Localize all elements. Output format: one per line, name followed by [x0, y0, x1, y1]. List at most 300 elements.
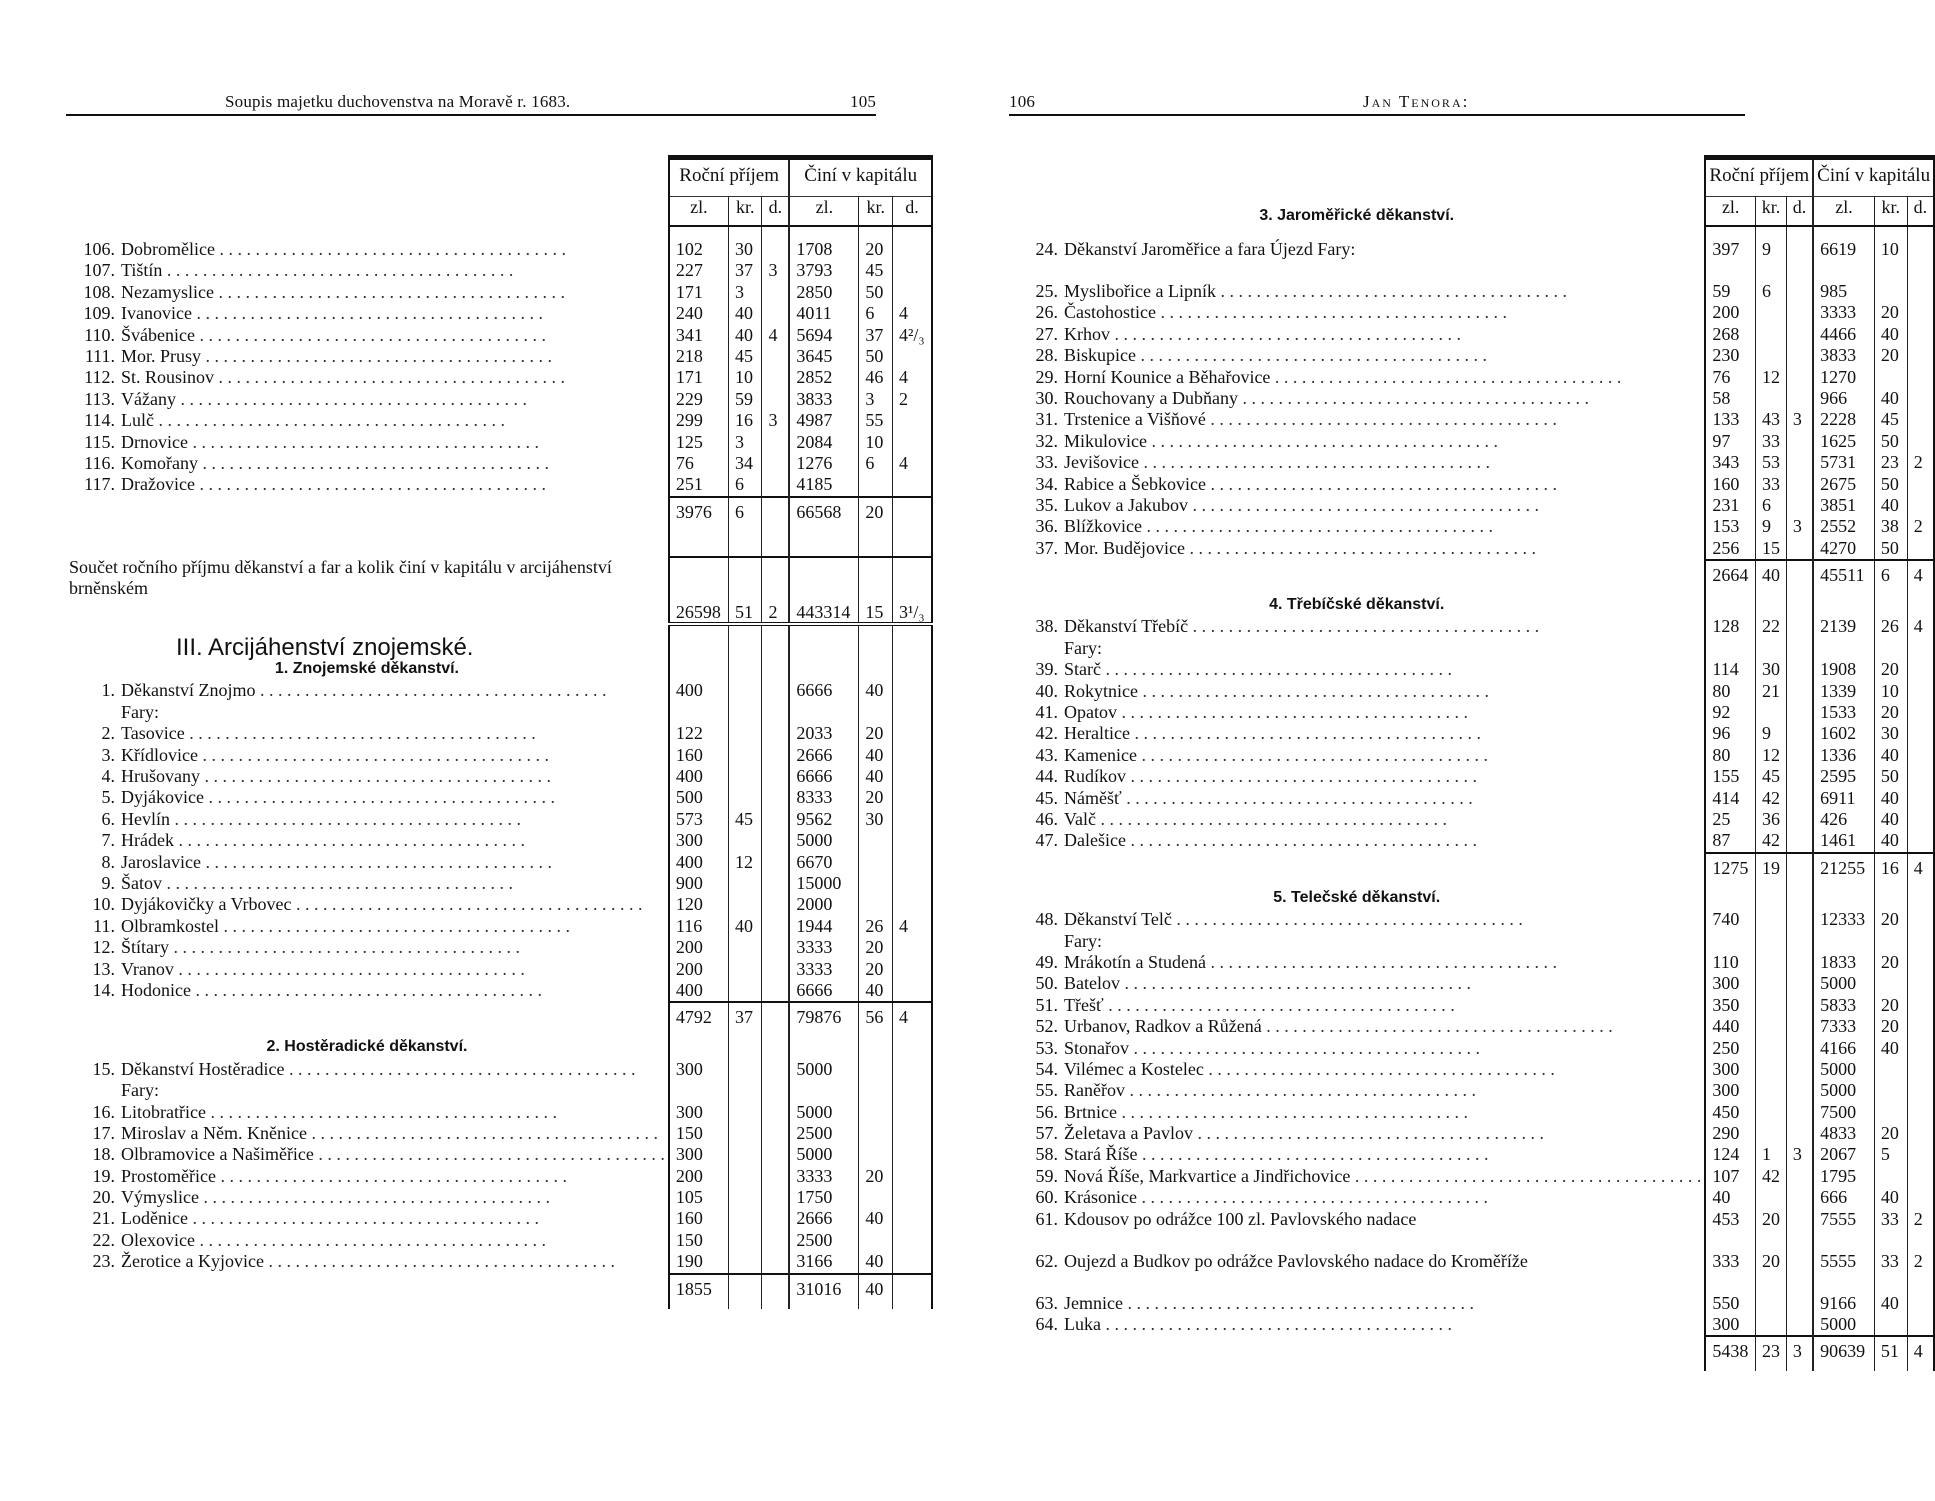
- row-number: 34.: [1035, 473, 1058, 494]
- parish-name: Žerotice a Kyjovice . . .: [121, 1251, 615, 1271]
- income-kr: [1755, 595, 1786, 616]
- parish-name: Blížkovice . . .: [1064, 516, 1493, 536]
- income-zl: 40: [1705, 1187, 1755, 1208]
- capital-zl: [1813, 595, 1874, 616]
- capital-zl: 5694: [789, 325, 859, 346]
- parish-name: Urbanov, Radkov a Růžená . . .: [1064, 1016, 1613, 1036]
- income-zl: 160: [669, 745, 729, 766]
- row-number: 25.: [1035, 281, 1058, 301]
- section-title-label: [66, 659, 669, 680]
- total-label: [1009, 560, 1705, 595]
- fary: [1009, 638, 1934, 659]
- row-number: 110.: [84, 324, 115, 345]
- label-text: Fary:: [1064, 637, 1102, 658]
- capital-d: [893, 544, 932, 557]
- capital-zl: [789, 226, 859, 239]
- capital-zl: 5000: [1813, 1080, 1874, 1101]
- fary-label: [1009, 931, 1705, 952]
- capital-zl: [789, 1080, 859, 1101]
- row-label: [1009, 788, 1705, 809]
- header-capital: Činí v kapitálu: [789, 158, 932, 197]
- row-number: 56.: [1035, 1101, 1058, 1122]
- capital-kr: 20: [859, 787, 893, 808]
- income-kr: 19: [1755, 853, 1786, 888]
- income-zl: 26598: [669, 557, 729, 624]
- income-kr: [1755, 973, 1786, 994]
- ledger-table-left: [66, 155, 933, 1309]
- income-kr: 33: [1755, 474, 1786, 495]
- unit-income-d: d.: [762, 197, 789, 227]
- income-kr: [1755, 345, 1786, 366]
- capital-zl: 1708: [789, 239, 859, 260]
- row-number: 55.: [1035, 1080, 1058, 1101]
- income-zl: 230: [1705, 345, 1755, 366]
- row-label: [1009, 474, 1705, 495]
- table-row: [1009, 345, 1934, 366]
- income-zl: 128: [1705, 616, 1755, 637]
- row-number: 40.: [1035, 680, 1058, 701]
- row-number: 7.: [101, 830, 115, 851]
- income-d: [1786, 302, 1813, 323]
- row-label: [66, 432, 669, 453]
- capital-zl: 15000: [789, 873, 859, 894]
- capital-kr: 50: [859, 346, 893, 367]
- parish-name: Horní Kounice a Běhařovice . . .: [1064, 367, 1621, 387]
- table-row: [1009, 1038, 1934, 1059]
- parish-name: Valč . . .: [1064, 809, 1447, 829]
- capital-d: [893, 1230, 932, 1251]
- income-d: [1786, 1251, 1813, 1293]
- capital-d: [1907, 638, 1934, 659]
- income-d: [762, 680, 789, 701]
- income-kr: [1755, 952, 1786, 973]
- row-label: [1009, 616, 1705, 637]
- capital-d: [1907, 1038, 1934, 1059]
- income-zl: 229: [669, 389, 729, 410]
- capital-zl: [1813, 638, 1874, 659]
- capital-zl: [1813, 931, 1874, 952]
- income-kr: 36: [1755, 809, 1786, 830]
- income-zl: 153: [1705, 516, 1755, 537]
- capital-d: [1907, 830, 1934, 852]
- row-label: [1009, 1038, 1705, 1059]
- row-label: [66, 1251, 669, 1273]
- income-kr: [728, 980, 762, 1002]
- capital-kr: 33: [1874, 1251, 1907, 1293]
- capital-zl: 1833: [1813, 952, 1874, 973]
- capital-d: [1907, 809, 1934, 830]
- income-zl: 400: [669, 766, 729, 787]
- row-label: [1009, 495, 1705, 516]
- table-row: [66, 766, 932, 787]
- parish-name: Oujezd a Budkov po odrážce Pavlovského nadace do Kroměříže: [1064, 1250, 1528, 1271]
- capital-kr: 20: [1874, 909, 1907, 930]
- row-number: 45.: [1035, 787, 1058, 808]
- income-d: [1786, 495, 1813, 516]
- capital-zl: 6911: [1813, 788, 1874, 809]
- row-label: [1009, 516, 1705, 537]
- income-d: [1786, 345, 1813, 366]
- income-d: [762, 346, 789, 367]
- capital-kr: [859, 894, 893, 915]
- income-kr: [1755, 1102, 1786, 1123]
- capital-d: 4: [893, 453, 932, 474]
- table-row: [1009, 616, 1934, 637]
- capital-zl: 45511: [1813, 560, 1874, 595]
- capital-zl: 5000: [789, 1059, 859, 1080]
- total-label: [66, 1274, 669, 1309]
- capital-d: [1907, 345, 1934, 366]
- income-kr: [728, 959, 762, 980]
- parish-name: Hrušovany . . .: [121, 766, 551, 786]
- capital-d: [1907, 1314, 1934, 1336]
- capital-d: [893, 1080, 932, 1101]
- row-label: [1009, 1144, 1705, 1165]
- income-d: [1786, 388, 1813, 409]
- capital-kr: 6: [859, 303, 893, 324]
- capital-kr: [859, 1080, 893, 1101]
- capital-zl: 9562: [789, 809, 859, 830]
- capital-zl: 1908: [1813, 659, 1874, 680]
- spacer-row: [66, 226, 932, 239]
- parish-name: Kamenice . . .: [1064, 745, 1488, 765]
- table-row: [66, 389, 932, 410]
- capital-d: 4: [1907, 853, 1934, 888]
- income-zl: 97: [1705, 431, 1755, 452]
- income-d: [762, 959, 789, 980]
- income-kr: [1755, 931, 1786, 952]
- archdeaconry-title-label: [66, 633, 669, 661]
- table-row: [1009, 995, 1934, 1016]
- income-zl: 550: [1705, 1293, 1755, 1314]
- fary-label: [66, 1080, 669, 1101]
- table-row: [1009, 516, 1934, 537]
- parish-name: Dyjákovičky a Vrbovec . . .: [121, 894, 643, 914]
- parish-name: Myslibořice a Lipník . . .: [1064, 281, 1567, 301]
- capital-kr: 50: [1874, 474, 1907, 495]
- income-kr: 1: [1755, 1144, 1786, 1165]
- row-number: 13.: [92, 958, 115, 979]
- capital-zl: 9166: [1813, 1293, 1874, 1314]
- row-number: 111.: [84, 345, 115, 366]
- table-row: [1009, 723, 1934, 744]
- row-number: 114.: [84, 410, 115, 431]
- capital-zl: 2666: [789, 745, 859, 766]
- income-d: [762, 766, 789, 787]
- parish-name: Opatov . . .: [1064, 702, 1468, 722]
- spacer-row: [66, 544, 932, 557]
- income-zl: 400: [669, 680, 729, 701]
- capital-zl: 2067: [1813, 1144, 1874, 1165]
- capital-zl: 5000: [1813, 1059, 1874, 1080]
- row-label: [1009, 995, 1705, 1016]
- table-row: [1009, 1293, 1934, 1314]
- label-text: III. Arcijáhenství znojemské.: [176, 633, 474, 661]
- row-number: 57.: [1035, 1123, 1058, 1144]
- income-kr: 30: [1755, 659, 1786, 680]
- table-row: [1009, 659, 1934, 680]
- row-label: [1009, 1187, 1705, 1208]
- income-kr: [1755, 1123, 1786, 1144]
- total-row: [1009, 560, 1934, 595]
- income-zl: 341: [669, 325, 729, 346]
- income-d: [762, 497, 789, 532]
- income-d: [762, 1208, 789, 1229]
- capital-d: [1907, 1080, 1934, 1101]
- capital-zl: 8333: [789, 787, 859, 808]
- capital-d: [1907, 745, 1934, 766]
- parish-name: Dobromělice . . .: [121, 239, 566, 259]
- capital-kr: 38: [1874, 516, 1907, 537]
- ledger-table-right: [1009, 155, 1935, 1371]
- parish-name: Raněřov . . .: [1064, 1080, 1476, 1100]
- income-kr: [728, 745, 762, 766]
- capital-zl: 3833: [1813, 345, 1874, 366]
- capital-zl: [789, 659, 859, 680]
- table-row: [66, 723, 932, 744]
- income-d: [1786, 830, 1813, 852]
- row-label: [66, 1144, 669, 1165]
- row-number: 9.: [101, 872, 115, 893]
- capital-d: 2: [1907, 1251, 1934, 1293]
- capital-d: [893, 1187, 932, 1208]
- row-number: 62.: [1035, 1250, 1058, 1271]
- parish-name: Tasovice . . .: [121, 723, 536, 743]
- capital-zl: 3833: [789, 389, 859, 410]
- income-kr: 53: [1755, 452, 1786, 473]
- capital-d: [1907, 538, 1934, 560]
- row-label: [66, 1208, 669, 1229]
- income-kr: [728, 1230, 762, 1251]
- income-kr: [1755, 702, 1786, 723]
- row-label: [1009, 766, 1705, 787]
- row-number: 60.: [1035, 1187, 1058, 1208]
- income-kr: 6: [1755, 281, 1786, 302]
- row-label: [1009, 538, 1705, 560]
- capital-zl: 3645: [789, 346, 859, 367]
- grand-total-row: [66, 557, 932, 624]
- income-kr: [728, 702, 762, 723]
- capital-zl: 5000: [789, 1144, 859, 1165]
- capital-zl: 1276: [789, 453, 859, 474]
- row-label: [66, 325, 669, 346]
- capital-zl: 5000: [789, 1102, 859, 1123]
- income-zl: 116: [669, 916, 729, 937]
- row-number: 35.: [1035, 494, 1058, 515]
- parish-name: Kdousov po odrážce 100 zl. Pavlovského nadace: [1064, 1208, 1417, 1229]
- income-zl: 299: [669, 410, 729, 431]
- capital-d: 2: [893, 389, 932, 410]
- capital-kr: 10: [859, 432, 893, 453]
- row-label: [1009, 1251, 1705, 1293]
- income-kr: 42: [1755, 788, 1786, 809]
- capital-d: [893, 1274, 932, 1309]
- label-text: Fary:: [121, 1080, 159, 1101]
- capital-kr: 40: [1874, 788, 1907, 809]
- parish-name: Brtnice . . .: [1064, 1102, 1468, 1122]
- spacer-row: [66, 532, 932, 544]
- parish-name: Rokytnice . . .: [1064, 681, 1489, 701]
- capital-kr: 15: [859, 557, 893, 624]
- income-d: [1786, 638, 1813, 659]
- row-label: [66, 852, 669, 873]
- table-row: [66, 959, 932, 980]
- capital-d: [893, 1059, 932, 1080]
- capital-d: [1907, 281, 1934, 302]
- income-kr: [728, 544, 762, 557]
- capital-kr: 40: [1874, 388, 1907, 409]
- total-row: [1009, 1336, 1934, 1371]
- income-kr: [1755, 638, 1786, 659]
- parish-name: Luka . . .: [1064, 1314, 1452, 1334]
- row-number: 46.: [1035, 808, 1058, 829]
- section-title: 3. Jaroměřické děkanství.: [1259, 207, 1455, 224]
- capital-kr: [859, 1102, 893, 1123]
- parish-name: Drnovice . . .: [121, 432, 539, 452]
- income-zl: 300: [1705, 1314, 1755, 1336]
- income-d: 3: [1786, 1144, 1813, 1165]
- section-title: [1009, 888, 1934, 909]
- income-zl: 350: [1705, 995, 1755, 1016]
- table-row: [1009, 538, 1934, 560]
- capital-d: [893, 1037, 932, 1058]
- capital-d: [1907, 367, 1934, 388]
- table-row: [66, 937, 932, 958]
- table-row: [1009, 367, 1934, 388]
- fary: [1009, 931, 1934, 952]
- row-label: [1009, 367, 1705, 388]
- income-d: [762, 659, 789, 680]
- capital-d: [1907, 302, 1934, 323]
- parish-name: Olbramkostel . . .: [121, 916, 570, 936]
- capital-d: [1907, 1293, 1934, 1314]
- capital-kr: [1874, 638, 1907, 659]
- unit-capital-d: d.: [1907, 197, 1934, 227]
- income-kr: 42: [1755, 830, 1786, 852]
- income-d: [762, 624, 789, 638]
- income-kr: [1755, 226, 1786, 239]
- income-kr: [728, 1102, 762, 1123]
- capital-zl: 666: [1813, 1187, 1874, 1208]
- row-number: 22.: [92, 1229, 115, 1250]
- table-row: [66, 1166, 932, 1187]
- income-kr: [1755, 995, 1786, 1016]
- parish-name: Loděnice . . .: [121, 1208, 539, 1228]
- label-text: Fary:: [121, 701, 159, 722]
- table-row: [1009, 1166, 1934, 1187]
- income-d: [762, 787, 789, 808]
- capital-kr: 40: [859, 766, 893, 787]
- capital-kr: 40: [859, 745, 893, 766]
- parish-name: Hrádek . . .: [121, 830, 525, 850]
- income-d: [762, 303, 789, 324]
- income-d: [762, 474, 789, 496]
- table-row: [66, 1230, 932, 1251]
- row-label: [1009, 281, 1705, 302]
- header-rule: [66, 114, 876, 116]
- table-row: [66, 1251, 932, 1273]
- row-number: 49.: [1035, 951, 1058, 972]
- income-d: [762, 1080, 789, 1101]
- total-label: [66, 1002, 669, 1037]
- capital-kr: 56: [859, 1002, 893, 1037]
- income-d: [762, 432, 789, 453]
- capital-d: [893, 532, 932, 544]
- parish-name: Lulč . . .: [121, 410, 505, 430]
- table-row: [1009, 1314, 1934, 1336]
- capital-zl: 3333: [789, 959, 859, 980]
- income-zl: 256: [1705, 538, 1755, 560]
- income-zl: 155: [1705, 766, 1755, 787]
- capital-d: [893, 282, 932, 303]
- income-d: [1786, 474, 1813, 495]
- capital-zl: 443314: [789, 557, 859, 624]
- capital-zl: 79876: [789, 1002, 859, 1037]
- capital-zl: 6666: [789, 680, 859, 701]
- income-kr: 40: [1755, 560, 1786, 595]
- capital-zl: [789, 544, 859, 557]
- capital-kr: [859, 702, 893, 723]
- income-d: [762, 1187, 789, 1208]
- income-kr: [728, 830, 762, 851]
- table-row: [1009, 766, 1934, 787]
- capital-kr: 50: [1874, 431, 1907, 452]
- capital-kr: [1874, 1059, 1907, 1080]
- parish-name: Mor. Prusy . . .: [121, 346, 552, 366]
- capital-zl: 4466: [1813, 324, 1874, 345]
- capital-d: [893, 766, 932, 787]
- unit-income-zl: zl.: [1705, 197, 1755, 227]
- income-d: [1786, 995, 1813, 1016]
- row-label: [66, 282, 669, 303]
- capital-d: [1907, 409, 1934, 430]
- parish-name: Olexovice . . .: [121, 1230, 546, 1250]
- income-d: 3: [762, 410, 789, 431]
- income-zl: 80: [1705, 745, 1755, 766]
- row-label: [66, 1102, 669, 1123]
- row-number: 3.: [101, 744, 115, 765]
- income-kr: [728, 1274, 762, 1309]
- capital-kr: [859, 1059, 893, 1080]
- table-row: [66, 1187, 932, 1208]
- capital-zl: 5000: [1813, 973, 1874, 994]
- parish-name: Prostoměřice . . .: [121, 1166, 567, 1186]
- capital-zl: 4185: [789, 474, 859, 496]
- unit-capital-zl: zl.: [1813, 197, 1874, 227]
- income-kr: [728, 723, 762, 744]
- parish-name: Štítary . . .: [121, 937, 520, 957]
- table-row: [1009, 745, 1934, 766]
- table-row: [1009, 409, 1934, 430]
- income-kr: 12: [728, 852, 762, 873]
- capital-zl: 2666: [789, 1208, 859, 1229]
- capital-d: [893, 474, 932, 496]
- table-row: [1009, 830, 1934, 852]
- capital-d: [1907, 702, 1934, 723]
- section-title: [66, 659, 932, 680]
- capital-kr: 45: [1874, 409, 1907, 430]
- table-row: [66, 282, 932, 303]
- income-d: [1786, 1187, 1813, 1208]
- capital-kr: 40: [859, 980, 893, 1002]
- capital-kr: 20: [859, 239, 893, 260]
- capital-d: 4: [893, 303, 932, 324]
- capital-zl: 90639: [1813, 1336, 1874, 1371]
- income-zl: 200: [669, 1166, 729, 1187]
- income-d: [762, 830, 789, 851]
- income-zl: 500: [669, 787, 729, 808]
- capital-d: [1907, 931, 1934, 952]
